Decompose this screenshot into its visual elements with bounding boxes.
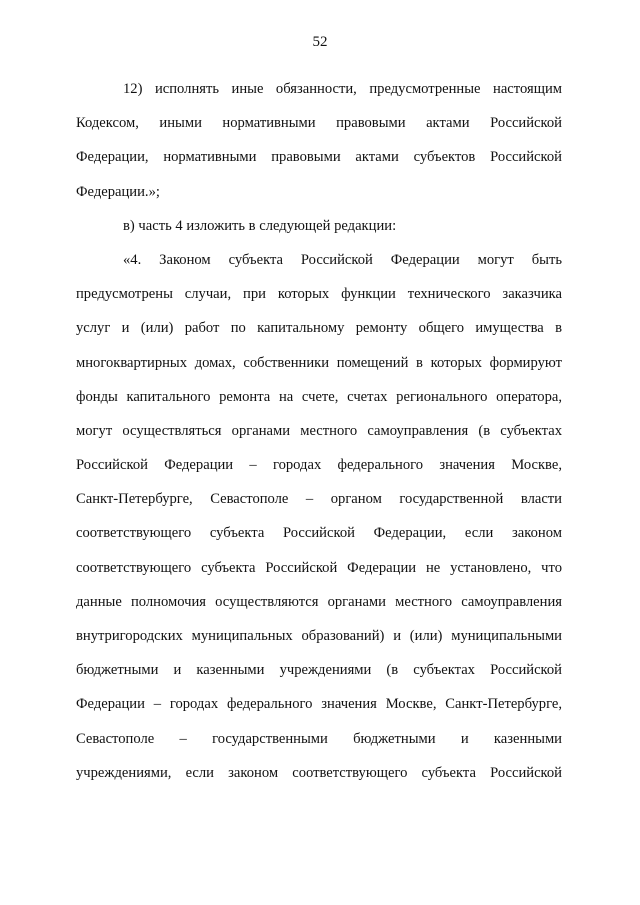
text-line-11: могут осуществляться органами местного самоуправления (в субъектах [76,422,562,439]
text-line-16: данные полномочия осуществляются органами местного самоуправления [76,593,562,610]
text-line-19: Федерации – городах федерального значения Москве, Санкт-Петербурге, [76,696,562,713]
text-line-15: соответствующего субъекта Российской Федерации не установлено, что [76,559,562,576]
page-number: 52 [312,34,328,50]
text-line-9: многоквартирных домах, собственники помещений в которых формируют [76,354,562,371]
document-body [76,72,562,790]
text-line-10: фонды капитального ремонта на счете, счетах регионального оператора, [76,388,562,405]
text-line-17: внутригородских муниципальных образований) и (или) муниципальными [76,628,562,644]
text-line-6: «4. Законом субъекта Российской Федерации могут быть [123,251,562,268]
text-line-5: в) часть 4 изложить в следующей редакции: [123,217,397,234]
text-line-12: Российской Федерации – городах федерального значения Москве, [76,457,562,474]
text-line-13: Санкт-Петербурге, Севастополе – органом государственной власти [76,491,562,508]
text-line-20: Севастополе – государственными бюджетными и казенными [76,730,562,747]
text-line-21: учреждениями, если законом соответствующего субъекта Российской [76,764,562,781]
text-line-14: соответствующего субъекта Российской Федерации, если законом [76,525,562,542]
text-line-7: предусмотрены случаи, при которых функции технического заказчика [76,286,562,303]
text-line-2: Кодексом, иными нормативными правовыми актами Российской [76,115,562,132]
text-line-8: услуг и (или) работ по капитальному ремонту общего имущества в [76,320,562,337]
text-line-18: бюджетными и казенными учреждениями (в субъектах Российской [76,662,562,679]
text-line-1: 12) исполнять иные обязанности, предусмотренные настоящим [123,81,562,97]
text-line-4: Федерации.»; [76,183,160,200]
text-line-3: Федерации, нормативными правовыми актами субъектов Российской [76,149,562,166]
